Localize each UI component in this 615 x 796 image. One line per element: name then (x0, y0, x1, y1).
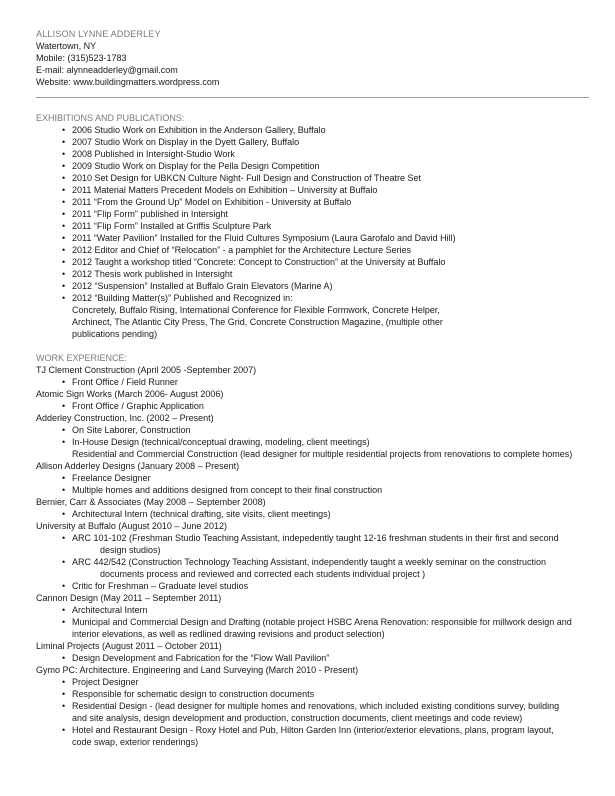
header-divider (36, 97, 589, 98)
applicant-name: ALLISON LYNNE ADDERLEY (36, 29, 161, 39)
job-duties (36, 400, 579, 412)
exhibition-item: • 2012 “Suspension” Installed at Buffalo Grain Elevators (Marine A) (36, 280, 579, 292)
job-duties (36, 376, 579, 388)
exhibition-item: • 2012 “Building Matter(s)” Published and Recognized in: (36, 292, 579, 304)
exhibition-item: • 2011 “Water Pavilion” Installed for the Fluid Cultures Symposium (Laura Garofalo and David Hill) (36, 232, 579, 244)
job-duty-continuation: code swap, exterior renderings) (72, 737, 199, 747)
job-duty: • Front Office / Field Runner (36, 376, 579, 388)
job-duty-continuation: and site analysis, design development and production, construction documents, client meetings and code review) (72, 713, 523, 723)
exhibition-item: • 2009 Studio Work on Display for the Pella Design Competition (36, 160, 579, 172)
job-duties (36, 676, 579, 748)
exhibition-item: • 2012 Editor and Chief of “Relocation” - a pamphlet for the Architecture Lecture Series (36, 244, 579, 256)
job-duty: • Front Office / Graphic Application (36, 400, 579, 412)
job-duty: • Multiple homes and additions designed from concept to their final construction (36, 484, 579, 496)
job-duty: • Architectural Intern (36, 604, 579, 616)
job-duty-continuation: documents process and reviewed and corrected each students individual project ) (100, 569, 426, 579)
work-list (36, 364, 579, 748)
exhibition-continuation-line: publications pending) (72, 329, 158, 339)
job-duty: • Freelance Designer (36, 472, 579, 484)
contact-block (36, 40, 579, 88)
email-line: E-mail: alynneadderley@gmail.com (36, 65, 178, 75)
exhibition-item: • 2012 Thesis work published in Intersight (36, 268, 579, 280)
resume-header (36, 28, 579, 88)
job-duty: • Critic for Freshman – Graduate level studios (36, 580, 579, 592)
mobile-line: Mobile: (315)523-1783 (36, 53, 127, 63)
job-entry: University at Buffalo (August 2010 – June 2012) (36, 521, 227, 531)
job-duty-continuation: Residential and Commercial Construction (lead designer for multiple residential projects from renovations to complete homes) (72, 449, 573, 459)
job-entry: Allison Adderley Designs (January 2008 – Present) (36, 461, 240, 471)
exhibition-continuation-line: Archinect, The Atlantic City Press, The Grid, Concrete Construction Magazine, (multiple other (72, 317, 443, 327)
job-duty: • ARC 101-102 (Freshman Studio Teaching Assistant, indepedently taught 12-16 freshman students in their first and second (36, 532, 579, 544)
job-duty: • Hotel and Restaurant Design - Roxy Hotel and Pub, Hilton Garden Inn (interior/exterior elevations, plans, program layout, (36, 724, 579, 736)
job-duty: • Project Designer (36, 676, 579, 688)
exhibition-continuation-line: Concretely, Buffalo Rising, International Conference for Flexible Formwork, Concrete Helper, (72, 305, 440, 315)
job-duty: • In-House Design (technical/conceptual drawing, modeling, client meetings) (36, 436, 579, 448)
exhibition-item: • 2011 “Flip Form” Installed at Griffis Sculpture Park (36, 220, 579, 232)
job-duty: • Design Development and Fabrication for the “Flow Wall Pavilion” (36, 652, 579, 664)
job-entry: Cannon Design (May 2011 – September 2011) (36, 593, 222, 603)
job-duties (36, 424, 579, 460)
job-entry: Atomic Sign Works (March 2006- August 2006) (36, 389, 224, 399)
exhibitions-section (36, 112, 579, 340)
job-duties (36, 604, 579, 640)
exhibition-item: • 2012 Taught a workshop titled “Concrete: Concept to Construction” at the University at Buffalo (36, 256, 579, 268)
exhibition-item: • 2011 “From the Ground Up” Model on Exhibition - University at Buffalo (36, 196, 579, 208)
job-duty: • Residential Design - (lead designer for multiple homes and renovations, which included existing conditions survey, building (36, 700, 579, 712)
job-duty: • Architectural Intern (technical drafting, site visits, client meetings) (36, 508, 579, 520)
job-duty: • Responsible for schematic design to construction documents (36, 688, 579, 700)
job-duties (36, 508, 579, 520)
job-duties (36, 532, 579, 592)
exhibitions-title: EXHIBITIONS AND PUBLICATIONS: (36, 113, 185, 123)
city-line: Watertown, NY (36, 41, 97, 51)
exhibition-item: • 2007 Studio Work on Display in the Dyett Gallery, Buffalo (36, 136, 579, 148)
website-line: Website: www.buildingmatters.wordpress.com (36, 77, 220, 87)
exhibitions-list (36, 124, 579, 340)
job-duty: • On Site Laborer, Construction (36, 424, 579, 436)
exhibition-item: • 2011 “Flip Form” published in Intersight (36, 208, 579, 220)
job-duty-continuation: interior elevations, as well as redlined drawing revisions and product selection) (72, 629, 385, 639)
job-duty: • ARC 442/542 (Construction Technology Teaching Assistant, independently taught a weekly seminar on the construction (36, 556, 579, 568)
job-duties (36, 652, 579, 664)
exhibition-item: • 2010 Set Design for UBKCN Culture Night- Full Design and Construction of Theatre Set (36, 172, 579, 184)
exhibition-item: • 2011 Material Matters Precedent Models on Exhibition – University at Buffalo (36, 184, 579, 196)
work-section (36, 352, 579, 748)
job-entry: Bernier, Carr & Associates (May 2008 – September 2008) (36, 497, 266, 507)
exhibition-item: • 2008 Published in Intersight-Studio Work (36, 148, 579, 160)
job-entry: Liminal Projects (August 2011 – October 2011) (36, 641, 222, 651)
job-duties (36, 472, 579, 496)
section-gap (36, 340, 579, 352)
job-duty: • Municipal and Commercial Design and Drafting (notable project HSBC Arena Renovation: responsible for millwork design and (36, 616, 579, 628)
job-entry: Adderley Construction, Inc. (2002 – Present) (36, 413, 214, 423)
job-entry: Gymo PC: Architecture. Engineering and Land Surveying (March 2010 - Present) (36, 665, 359, 675)
job-duty-continuation: design studios) (100, 545, 161, 555)
exhibition-item: • 2006 Studio Work on Exhibition in the Anderson Gallery, Buffalo (36, 124, 579, 136)
work-title: WORK EXPERIENCE: (36, 353, 128, 363)
job-entry: TJ Clement Construction (April 2005 -September 2007) (36, 365, 257, 375)
